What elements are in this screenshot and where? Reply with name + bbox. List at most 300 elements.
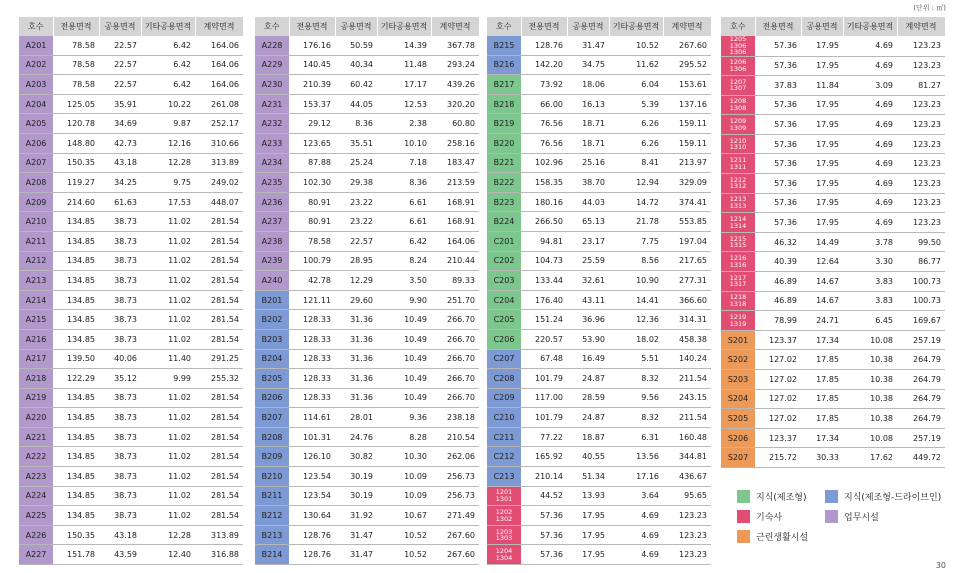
other-common-area-cell: 10.49 — [377, 310, 431, 330]
unit-number-cell: 1208 1308 — [721, 95, 755, 115]
common-area-cell: 34.25 — [99, 173, 141, 193]
contract-area-cell: 264.79 — [897, 350, 945, 370]
table-row — [255, 447, 479, 467]
exclusive-area-cell: 57.36 — [755, 174, 801, 194]
unit-number-cell: A201 — [19, 36, 53, 55]
unit-number-cell: 1206 1306 — [721, 56, 755, 76]
contract-area-cell: 164.06 — [195, 75, 243, 95]
exclusive-area-cell: 134.85 — [53, 408, 99, 428]
exclusive-area-cell: 44.52 — [521, 486, 567, 506]
contract-area-cell: 281.54 — [195, 506, 243, 526]
other-common-area-cell: 14.39 — [377, 36, 431, 55]
common-area-cell: 30.19 — [335, 467, 377, 487]
exclusive-area-cell: 120.78 — [53, 114, 99, 134]
other-common-area-cell: 6.61 — [377, 212, 431, 232]
table-row — [19, 114, 243, 134]
column-header: 계약면적 — [195, 17, 243, 36]
table-row — [255, 427, 479, 447]
other-common-area-cell: 9.99 — [141, 369, 195, 389]
contract-area-cell: 329.09 — [663, 173, 711, 193]
common-area-cell: 38.73 — [99, 506, 141, 526]
contract-area-cell: 264.79 — [897, 389, 945, 409]
contract-area-cell: 257.19 — [897, 330, 945, 350]
common-area-cell: 22.57 — [99, 36, 141, 55]
common-area-cell: 25.24 — [335, 153, 377, 173]
contract-area-cell: 123.23 — [897, 154, 945, 174]
table-row — [487, 114, 711, 134]
common-area-cell: 38.73 — [99, 271, 141, 291]
unit-number-cell: A229 — [255, 55, 289, 75]
unit-number-cell: A240 — [255, 271, 289, 291]
table-row — [19, 545, 243, 565]
contract-area-cell: 293.24 — [431, 55, 479, 75]
legend-label-office: 업무시설 — [844, 513, 879, 523]
contract-area-cell: 266.70 — [431, 349, 479, 369]
common-area-cell: 17.95 — [567, 545, 609, 565]
common-area-cell: 44.05 — [335, 94, 377, 114]
table-row — [721, 174, 945, 194]
unit-number-cell: A238 — [255, 231, 289, 251]
exclusive-area-cell: 128.76 — [289, 525, 335, 545]
exclusive-area-cell: 128.33 — [289, 329, 335, 349]
other-common-area-cell: 10.30 — [377, 447, 431, 467]
other-common-area-cell: 5.51 — [609, 349, 663, 369]
table-row — [19, 231, 243, 251]
unit-number-cell: S207 — [721, 448, 755, 468]
common-area-cell: 13.93 — [567, 486, 609, 506]
exclusive-area-cell: 134.85 — [53, 447, 99, 467]
contract-area-cell: 553.85 — [663, 212, 711, 232]
unit-number-cell: A223 — [19, 467, 53, 487]
table-row — [255, 94, 479, 114]
table-row — [255, 467, 479, 487]
contract-area-cell: 313.89 — [195, 153, 243, 173]
table-row — [19, 525, 243, 545]
contract-area-cell: 281.54 — [195, 251, 243, 271]
contract-area-cell: 281.54 — [195, 231, 243, 251]
unit-number-cell: A219 — [19, 388, 53, 408]
unit-number-cell: C209 — [487, 388, 521, 408]
table-row — [487, 427, 711, 447]
exclusive-area-cell: 134.85 — [53, 467, 99, 487]
exclusive-area-cell: 80.91 — [289, 212, 335, 232]
contract-area-cell: 320.20 — [431, 94, 479, 114]
common-area-cell: 16.13 — [567, 94, 609, 114]
other-common-area-cell: 8.41 — [609, 153, 663, 173]
common-area-cell: 17.95 — [567, 525, 609, 545]
common-area-cell: 43.11 — [567, 290, 609, 310]
table-row — [487, 388, 711, 408]
table-row — [19, 212, 243, 232]
exclusive-area-cell: 151.78 — [53, 545, 99, 565]
legend-label-retail: 근린생활시설 — [756, 533, 809, 543]
table-row — [19, 94, 243, 114]
exclusive-area-cell: 134.85 — [53, 388, 99, 408]
exclusive-area-cell: 114.61 — [289, 408, 335, 428]
unit-number-cell: A205 — [19, 114, 53, 134]
other-common-area-cell: 4.69 — [843, 36, 897, 56]
other-common-area-cell: 11.02 — [141, 467, 195, 487]
exclusive-area-cell: 148.80 — [53, 133, 99, 153]
contract-area-cell: 281.54 — [195, 408, 243, 428]
common-area-cell: 18.71 — [567, 114, 609, 134]
table-row — [487, 506, 711, 526]
table-row — [721, 232, 945, 252]
common-area-cell: 24.87 — [567, 369, 609, 389]
contract-area-cell: 60.80 — [431, 114, 479, 134]
exclusive-area-cell: 128.76 — [521, 36, 567, 55]
exclusive-area-cell: 66.00 — [521, 94, 567, 114]
unit-number-cell: B219 — [487, 114, 521, 134]
other-common-area-cell: 10.52 — [609, 36, 663, 55]
other-common-area-cell: 10.09 — [377, 486, 431, 506]
unit-number-cell: A228 — [255, 36, 289, 55]
unit-number-cell: B212 — [255, 506, 289, 526]
common-area-cell: 29.60 — [335, 290, 377, 310]
exclusive-area-cell: 57.36 — [755, 56, 801, 76]
contract-area-cell: 183.47 — [431, 153, 479, 173]
table-row — [19, 192, 243, 212]
unit-number-cell: B211 — [255, 486, 289, 506]
common-area-cell: 38.73 — [99, 329, 141, 349]
common-area-cell: 38.73 — [99, 467, 141, 487]
other-common-area-cell: 10.38 — [843, 389, 897, 409]
contract-area-cell: 281.54 — [195, 271, 243, 291]
other-common-area-cell: 11.02 — [141, 388, 195, 408]
exclusive-area-cell: 210.39 — [289, 75, 335, 95]
exclusive-area-cell: 76.56 — [521, 114, 567, 134]
common-area-cell: 23.17 — [567, 231, 609, 251]
exclusive-area-cell: 214.60 — [53, 192, 99, 212]
table-row — [255, 525, 479, 545]
contract-area-cell: 316.88 — [195, 545, 243, 565]
exclusive-area-cell: 150.35 — [53, 525, 99, 545]
common-area-cell: 18.71 — [567, 133, 609, 153]
contract-area-cell: 281.54 — [195, 388, 243, 408]
common-area-cell: 17.95 — [801, 115, 843, 135]
common-area-cell: 38.73 — [99, 427, 141, 447]
unit-number-cell: A204 — [19, 94, 53, 114]
other-common-area-cell: 6.45 — [843, 311, 897, 331]
common-area-cell: 38.73 — [99, 310, 141, 330]
unit-number-cell: B207 — [255, 408, 289, 428]
common-area-cell: 38.73 — [99, 251, 141, 271]
table-row — [19, 427, 243, 447]
common-area-cell: 38.73 — [99, 290, 141, 310]
unit-number-cell: 1211 1311 — [721, 154, 755, 174]
exclusive-area-cell: 176.40 — [521, 290, 567, 310]
unit-number-cell: B203 — [255, 329, 289, 349]
table-row — [19, 349, 243, 369]
unit-number-cell: A224 — [19, 486, 53, 506]
unit-number-cell: A216 — [19, 329, 53, 349]
exclusive-area-cell: 153.37 — [289, 94, 335, 114]
common-area-cell: 28.59 — [567, 388, 609, 408]
table-row — [19, 133, 243, 153]
common-area-cell: 40.34 — [335, 55, 377, 75]
exclusive-area-cell: 134.85 — [53, 271, 99, 291]
exclusive-area-cell: 128.33 — [289, 310, 335, 330]
column-header: 계약면적 — [431, 17, 479, 36]
table-row — [721, 311, 945, 331]
table-row — [721, 193, 945, 213]
exclusive-area-cell: 78.99 — [755, 311, 801, 331]
table-row — [487, 153, 711, 173]
table-row — [19, 251, 243, 271]
contract-area-cell: 217.65 — [663, 251, 711, 271]
exclusive-area-cell: 78.58 — [289, 231, 335, 251]
other-common-area-cell: 11.02 — [141, 251, 195, 271]
legend-label-driveunit: 지식(제조형-드라이브인) — [844, 493, 942, 503]
unit-number-cell: C208 — [487, 369, 521, 389]
common-area-cell: 17.95 — [801, 213, 843, 233]
unit-number-cell: A203 — [19, 75, 53, 95]
exclusive-area-cell: 134.85 — [53, 329, 99, 349]
unit-number-cell: S201 — [721, 330, 755, 350]
exclusive-area-cell: 57.36 — [755, 95, 801, 115]
contract-area-cell: 257.19 — [897, 428, 945, 448]
contract-area-cell: 213.97 — [663, 153, 711, 173]
legend-dorm — [737, 510, 782, 523]
other-common-area-cell: 11.02 — [141, 271, 195, 291]
exclusive-area-cell: 104.73 — [521, 251, 567, 271]
unit-number-cell: A230 — [255, 75, 289, 95]
contract-area-cell: 140.24 — [663, 349, 711, 369]
table-row — [19, 36, 243, 55]
contract-area-cell: 238.18 — [431, 408, 479, 428]
contract-area-cell: 313.89 — [195, 525, 243, 545]
common-area-cell: 34.75 — [567, 55, 609, 75]
unit-number-cell: B208 — [255, 427, 289, 447]
contract-area-cell: 169.67 — [897, 311, 945, 331]
table-row — [255, 75, 479, 95]
exclusive-area-cell: 176.16 — [289, 36, 335, 55]
other-common-area-cell: 6.42 — [141, 75, 195, 95]
table-row — [255, 36, 479, 55]
other-common-area-cell: 6.04 — [609, 75, 663, 95]
contract-area-cell: 137.16 — [663, 94, 711, 114]
unit-number-cell: 1207 1307 — [721, 76, 755, 96]
table-row — [255, 212, 479, 232]
other-common-area-cell: 6.42 — [377, 231, 431, 251]
unit-number-cell: A214 — [19, 290, 53, 310]
contract-area-cell: 281.54 — [195, 447, 243, 467]
other-common-area-cell: 11.62 — [609, 55, 663, 75]
contract-area-cell: 164.06 — [195, 36, 243, 55]
contract-area-cell: 277.31 — [663, 271, 711, 291]
common-area-cell: 30.33 — [801, 448, 843, 468]
unit-number-cell: C206 — [487, 329, 521, 349]
other-common-area-cell: 7.75 — [609, 231, 663, 251]
exclusive-area-cell: 78.58 — [53, 36, 99, 55]
other-common-area-cell: 17.53 — [141, 192, 195, 212]
legend — [737, 488, 952, 548]
table-row — [721, 448, 945, 468]
contract-area-cell: 448.07 — [195, 192, 243, 212]
other-common-area-cell: 8.32 — [609, 369, 663, 389]
other-common-area-cell: 4.69 — [843, 174, 897, 194]
table-row — [487, 525, 711, 545]
common-area-cell: 31.47 — [567, 36, 609, 55]
common-area-cell: 18.87 — [567, 427, 609, 447]
common-area-cell: 17.95 — [801, 56, 843, 76]
legend-swatch-retail — [737, 530, 750, 543]
table-row — [487, 212, 711, 232]
common-area-cell: 17.95 — [801, 134, 843, 154]
unit-number-cell: C213 — [487, 467, 521, 487]
legend-retail — [737, 530, 808, 543]
common-area-cell: 8.36 — [335, 114, 377, 134]
common-area-cell: 17.34 — [801, 428, 843, 448]
exclusive-area-cell: 94.81 — [521, 231, 567, 251]
other-common-area-cell: 10.52 — [377, 545, 431, 565]
contract-area-cell: 211.54 — [663, 408, 711, 428]
contract-area-cell: 160.48 — [663, 427, 711, 447]
common-area-cell: 38.73 — [99, 447, 141, 467]
column-header: 공용면적 — [801, 17, 843, 36]
contract-area-cell: 439.26 — [431, 75, 479, 95]
exclusive-area-cell: 215.72 — [755, 448, 801, 468]
other-common-area-cell: 3.30 — [843, 252, 897, 272]
table-row — [721, 409, 945, 429]
table-row — [721, 428, 945, 448]
table-row — [487, 36, 711, 55]
contract-area-cell: 256.73 — [431, 467, 479, 487]
unit-number-cell: A206 — [19, 133, 53, 153]
unit-number-cell: B204 — [255, 349, 289, 369]
table-row — [487, 486, 711, 506]
contract-area-cell: 153.61 — [663, 75, 711, 95]
area-table-1 — [19, 17, 244, 565]
exclusive-area-cell: 125.05 — [53, 94, 99, 114]
table-row — [721, 370, 945, 390]
other-common-area-cell: 10.38 — [843, 350, 897, 370]
unit-number-cell: 1209 1309 — [721, 115, 755, 135]
contract-area-cell: 262.06 — [431, 447, 479, 467]
unit-number-cell: B214 — [255, 545, 289, 565]
exclusive-area-cell: 128.76 — [289, 545, 335, 565]
contract-area-cell: 123.23 — [897, 174, 945, 194]
table-row — [721, 330, 945, 350]
contract-area-cell: 159.11 — [663, 114, 711, 134]
other-common-area-cell: 11.40 — [141, 349, 195, 369]
common-area-cell: 43.18 — [99, 525, 141, 545]
unit-number-cell: C205 — [487, 310, 521, 330]
common-area-cell: 17.95 — [801, 95, 843, 115]
contract-area-cell: 261.08 — [195, 94, 243, 114]
other-common-area-cell: 10.08 — [843, 330, 897, 350]
other-common-area-cell: 4.69 — [843, 154, 897, 174]
table-row — [487, 310, 711, 330]
table-row — [487, 94, 711, 114]
contract-area-cell: 281.54 — [195, 467, 243, 487]
other-common-area-cell: 4.69 — [609, 545, 663, 565]
table-row — [19, 447, 243, 467]
exclusive-area-cell: 57.36 — [755, 154, 801, 174]
unit-number-cell: 1217 1317 — [721, 272, 755, 292]
table-row — [19, 506, 243, 526]
exclusive-area-cell: 40.39 — [755, 252, 801, 272]
other-common-area-cell: 12.28 — [141, 525, 195, 545]
exclusive-area-cell: 123.65 — [289, 133, 335, 153]
unit-number-cell: C202 — [487, 251, 521, 271]
other-common-area-cell: 14.41 — [609, 290, 663, 310]
contract-area-cell: 281.54 — [195, 486, 243, 506]
contract-area-cell: 123.23 — [897, 134, 945, 154]
unit-number-cell: 1204 1304 — [487, 545, 521, 565]
common-area-cell: 31.47 — [335, 525, 377, 545]
other-common-area-cell: 6.42 — [141, 36, 195, 55]
other-common-area-cell: 14.72 — [609, 192, 663, 212]
contract-area-cell: 210.44 — [431, 251, 479, 271]
unit-number-cell: B206 — [255, 388, 289, 408]
common-area-cell: 31.36 — [335, 369, 377, 389]
contract-area-cell: 449.72 — [897, 448, 945, 468]
unit-number-cell: C207 — [487, 349, 521, 369]
unit-number-cell: A208 — [19, 173, 53, 193]
unit-number-cell: S203 — [721, 370, 755, 390]
common-area-cell: 24.87 — [567, 408, 609, 428]
table-row — [487, 545, 711, 565]
other-common-area-cell: 10.52 — [377, 525, 431, 545]
table-row — [721, 134, 945, 154]
exclusive-area-cell: 127.02 — [755, 370, 801, 390]
common-area-cell: 14.67 — [801, 291, 843, 311]
other-common-area-cell: 10.10 — [377, 133, 431, 153]
contract-area-cell: 291.25 — [195, 349, 243, 369]
contract-area-cell: 211.54 — [663, 369, 711, 389]
contract-area-cell: 210.54 — [431, 427, 479, 447]
contract-area-cell: 164.06 — [431, 231, 479, 251]
common-area-cell: 43.18 — [99, 153, 141, 173]
table-row — [19, 310, 243, 330]
other-common-area-cell: 17.16 — [609, 467, 663, 487]
common-area-cell: 30.19 — [335, 486, 377, 506]
common-area-cell: 36.96 — [567, 310, 609, 330]
exclusive-area-cell: 57.36 — [521, 545, 567, 565]
other-common-area-cell: 11.48 — [377, 55, 431, 75]
exclusive-area-cell: 123.54 — [289, 486, 335, 506]
exclusive-area-cell: 210.14 — [521, 467, 567, 487]
common-area-cell: 40.55 — [567, 447, 609, 467]
table-row — [487, 290, 711, 310]
unit-number-cell: B220 — [487, 133, 521, 153]
exclusive-area-cell: 134.85 — [53, 251, 99, 271]
legend-office — [825, 510, 879, 523]
table-row — [487, 467, 711, 487]
exclusive-area-cell: 29.12 — [289, 114, 335, 134]
common-area-cell: 65.13 — [567, 212, 609, 232]
unit-number-cell: B209 — [255, 447, 289, 467]
common-area-cell: 38.73 — [99, 231, 141, 251]
contract-area-cell: 266.70 — [431, 369, 479, 389]
contract-area-cell: 99.50 — [897, 232, 945, 252]
unit-number-cell: B221 — [487, 153, 521, 173]
unit-number-cell: A239 — [255, 251, 289, 271]
unit-number-cell: A220 — [19, 408, 53, 428]
exclusive-area-cell: 122.29 — [53, 369, 99, 389]
common-area-cell: 23.22 — [335, 212, 377, 232]
column-header: 계약면적 — [897, 17, 945, 36]
exclusive-area-cell: 128.33 — [289, 369, 335, 389]
contract-area-cell: 168.91 — [431, 212, 479, 232]
contract-area-cell: 255.32 — [195, 369, 243, 389]
table-row — [487, 55, 711, 75]
other-common-area-cell: 9.56 — [609, 388, 663, 408]
unit-number-cell: B222 — [487, 173, 521, 193]
exclusive-area-cell: 57.36 — [521, 525, 567, 545]
contract-area-cell: 267.60 — [431, 545, 479, 565]
